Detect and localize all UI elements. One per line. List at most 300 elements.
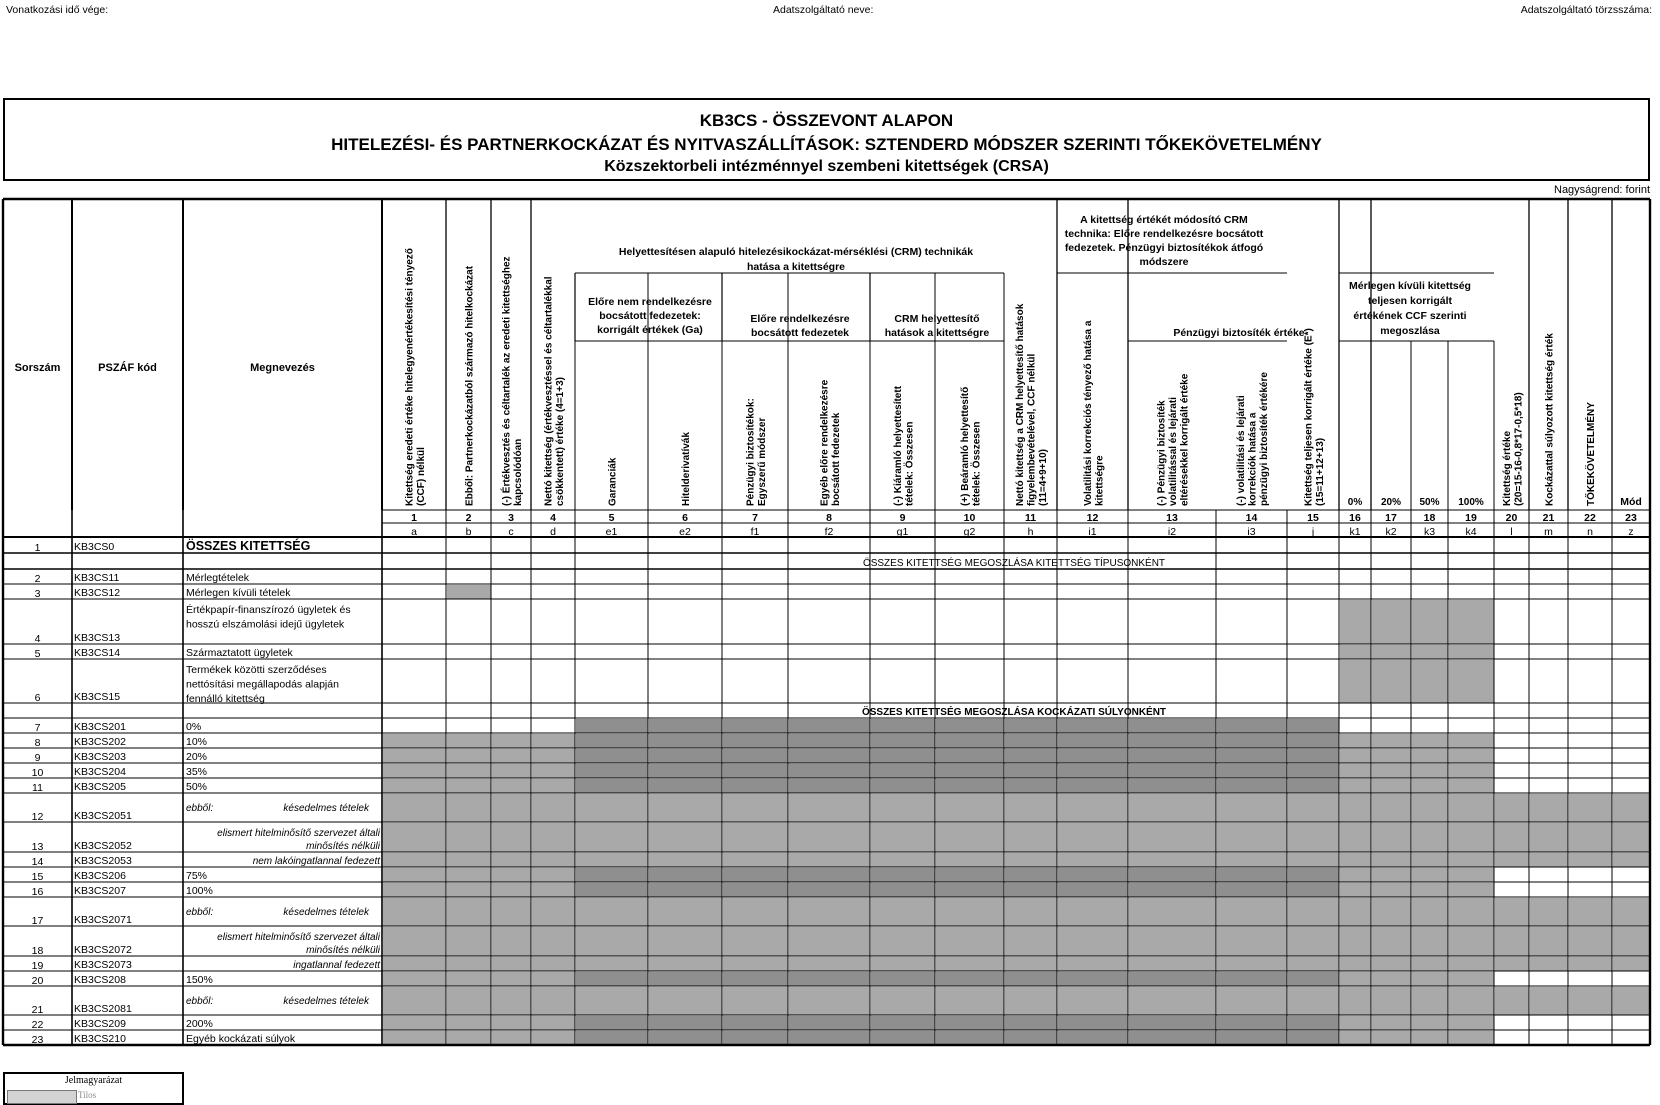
shade-cell [1340,868,1371,882]
shade-cell [1005,764,1057,778]
shade-cell [789,927,870,956]
shade-cell [1530,794,1568,822]
subgroup-ga: bocsátott fedezetek: [599,310,701,322]
shade-cell [1449,957,1494,971]
shade-cell [383,1031,446,1045]
shade-cell [789,764,870,778]
shade-cell [1217,734,1287,748]
shade-cell [1288,898,1339,926]
col-header-label: (+) Beáramló helyettesítő [959,386,971,506]
shade-cell [532,868,575,882]
shade-cell [1005,898,1057,926]
shade-cell [1340,794,1371,822]
col-number: 21 [1542,512,1555,524]
col-letter: b [465,526,472,538]
group-crm-modifying: módszere [1139,256,1189,268]
col-number: 10 [963,512,976,524]
shade-cell [1613,898,1650,926]
shade-cell [789,957,870,971]
shade-cell [1005,883,1057,897]
col-number: 8 [826,512,832,524]
shade-cell [871,883,935,897]
col-letter: m [1544,526,1553,538]
col-number: 1 [411,512,417,524]
shade-cell [1005,749,1057,763]
shade-cell [1412,779,1448,793]
col-letter: l [1510,526,1513,538]
col-header-label: bocsátott fedezetek [830,412,842,506]
col-header-label: korrekciók hatása a [1247,412,1259,506]
row-name: 200% [186,1018,213,1030]
shade-cell [1129,1016,1216,1030]
col-number: 16 [1349,512,1361,524]
shade-cell [936,898,1004,926]
row-name: 150% [186,974,213,986]
shade-cell [1412,764,1448,778]
shade-cell [1288,883,1339,897]
subgroup-funded: bocsátott fedezetek [750,327,850,339]
shade-cell [936,1031,1004,1045]
shade-cell [1129,749,1216,763]
shade-cell [1005,734,1057,748]
shade-cell [532,957,575,971]
shade-cell [1412,883,1448,897]
shade-cell [1058,927,1128,956]
shade-cell [1005,1031,1057,1045]
shade-cell [1058,883,1128,897]
col-header-label: tételek: Összesen [971,421,983,506]
col-header-label: Egyszerű módszer [756,417,768,506]
shade-cell [1058,868,1128,882]
shade-cell [871,868,935,882]
shade-cell [723,764,788,778]
report-subtitle: HITELEZÉSI- ÉS PARTNERKOCKÁZAT ÉS NYITVASZÁLLÍTÁSOK: SZTENDERD MÓDSZER SZERINTI TŐKEKÖVETELMÉNY [331,135,1322,154]
shade-cell [936,764,1004,778]
row-code: KB3CS12 [74,587,121,599]
shade-cell [1412,927,1448,956]
col-letter: k1 [1349,526,1361,538]
shade-cell [1412,957,1448,971]
shade-cell [1340,645,1371,659]
row-code: KB3CS203 [74,751,126,763]
shade-cell [871,972,935,986]
shade-cell [1129,972,1216,986]
row-name: minősítés nélküli [306,945,380,956]
shade-cell [789,779,870,793]
report-section-title: Közszektorbeli intézménnyel szembeni kitettségek (CRSA) [604,158,1049,175]
shade-cell [723,987,788,1015]
col-header-label: Kitettség értéke [1501,430,1513,506]
shade-cell [1412,734,1448,748]
col-letter: c [508,526,514,538]
shade-cell [1340,972,1371,986]
col-header-label: kapcsolódóan [512,438,524,506]
shade-cell [1058,749,1128,763]
row-name: fennálló kitettség [186,693,265,705]
row-number: 13 [31,841,44,853]
shade-cell [1340,898,1371,926]
row-number: 11 [32,782,43,794]
col-header-label: Kitettség teljesen korrigált értéke (E*) [1303,328,1315,506]
shade-cell [1288,1031,1339,1045]
shade-cell [383,987,446,1015]
shade-cell [1058,898,1128,926]
row-name: késedelmes tételek [283,907,369,918]
shade-cell [492,927,531,956]
shade-cell [1449,823,1494,852]
shade-cell [1129,734,1216,748]
shade-cell [1005,987,1057,1015]
col-letter: i3 [1247,526,1256,538]
shade-cell [383,972,446,986]
shade-cell [1340,1016,1371,1030]
shade-cell [1449,764,1494,778]
report-title: KB3CS - ÖSSZEVONT ALAPON [699,111,954,130]
shade-cell [1340,957,1371,971]
shade-cell [871,1031,935,1045]
row-name: Származtatott ügyletek [186,647,293,659]
shade-cell [576,883,648,897]
shade-cell [1340,764,1371,778]
shade-cell [936,794,1004,822]
shade-cell [1129,957,1216,971]
row-name: elismert hitelminősítő szervezet általi [217,828,380,839]
shade-cell [649,972,722,986]
shade-cell [576,987,648,1015]
col-header-label: tételek: Összesen [904,421,916,506]
row-name: ebből: [186,907,214,918]
col-header-label: Ebből: Partnerkockázatból származó hitelkockázat [464,265,476,506]
group-offbalance: Mérlegen kívüli kitettség [1349,280,1471,292]
shade-cell [1530,927,1568,956]
shade-cell [532,749,575,763]
shade-cell [649,987,722,1015]
shade-cell [649,794,722,822]
shade-cell [383,927,446,956]
row-number: 6 [34,692,41,704]
shade-cell [1412,600,1448,644]
row-number: 2 [34,573,41,585]
shade-cell [1217,868,1287,882]
shade-cell [1340,1031,1371,1045]
row-number: 1 [34,542,41,554]
col-letter: n [1587,526,1593,538]
shade-cell [447,1016,491,1030]
legend-box [3,1072,184,1105]
col-header-ccf: 50% [1419,497,1440,508]
legend-swatch [7,1090,77,1104]
col-header-label: eltérésekkel korrigált értéke [1179,373,1191,506]
shade-cell [492,1016,531,1030]
shade-cell [383,764,446,778]
shade-cell [871,794,935,822]
row-code: KB3CS206 [74,870,126,882]
shade-cell [1449,1016,1494,1030]
row-name: Termékek közötti szerződéses [186,664,327,676]
shade-cell [1288,972,1339,986]
shade-cell [1217,972,1287,986]
col-number: 3 [508,512,514,524]
shade-cell [576,764,648,778]
shade-cell [576,719,648,733]
shade-cell [1372,1016,1411,1030]
shade-cell [1449,794,1494,822]
subgroup-crm-effects: hatások a kitettségre [884,327,990,339]
shade-cell [576,957,648,971]
shade-cell [576,749,648,763]
shade-cell [723,972,788,986]
shade-cell [492,1031,531,1045]
shade-cell [1372,823,1411,852]
shade-cell [1495,987,1529,1015]
shade-cell [871,987,935,1015]
subgroup-ga: korrigált értékek (Ga) [597,324,703,336]
row-code: KB3CS204 [74,766,126,778]
shade-cell [1412,987,1448,1015]
shade-cell [1412,853,1448,867]
shade-cell [1372,794,1411,822]
shade-cell [649,823,722,852]
shade-cell [723,749,788,763]
provider-name-label: Adatszolgáltató neve: [773,4,874,16]
shade-cell [576,853,648,867]
col-number: 12 [1086,512,1099,524]
shade-cell [649,1031,722,1045]
shade-cell [1412,823,1448,852]
shade-cell [936,853,1004,867]
subgroup-ga: Előre nem rendelkezésre [588,296,712,308]
shade-cell [1288,868,1339,882]
shade-cell [1340,853,1371,867]
shade-cell [1495,898,1529,926]
shade-cell [789,823,870,852]
row-name: ebből: [186,996,214,1007]
shade-cell [1129,823,1216,852]
shade-cell [447,972,491,986]
shade-cell [1288,719,1339,733]
shade-cell [1217,794,1287,822]
col-letter: z [1628,526,1634,538]
shade-cell [936,734,1004,748]
shade-cell [1129,868,1216,882]
shade-cell [1288,853,1339,867]
shade-cell [1372,898,1411,926]
shade-cell [789,883,870,897]
shade-cell [1217,764,1287,778]
shade-cell [789,987,870,1015]
row-name: hosszú elszámolási idejű ügyletek [186,618,345,631]
row-number: 23 [31,1034,44,1046]
shade-cell [447,957,491,971]
shade-cell [1449,645,1494,659]
section-header: ÖSSZES KITETTSÉG MEGOSZLÁSA KITETTSÉG TÍPUSONKÉNT [862,558,1166,569]
shade-cell [936,868,1004,882]
row-name: 35% [186,766,208,778]
shade-cell [1129,764,1216,778]
shade-cell [1058,779,1128,793]
shade-cell [789,853,870,867]
row-name: 75% [186,870,208,882]
shade-cell [1412,645,1448,659]
col-header-label: volatilitással és lejárati [1168,397,1179,506]
group-crm-modifying: fedezetek. Pénzügyi biztosítékok átfogó [1064,242,1264,254]
shade-cell [1058,734,1128,748]
shade-cell [1569,927,1612,956]
row-code: KB3CS2071 [74,914,132,926]
shade-cell [1217,898,1287,926]
row-number: 8 [34,737,41,749]
row-number: 14 [31,856,44,868]
shade-cell [649,957,722,971]
col-number: 5 [608,512,615,524]
col-letter: g2 [963,526,976,538]
shade-cell [1217,987,1287,1015]
row-name: késedelmes tételek [283,996,369,1007]
shade-cell [447,987,491,1015]
shade-cell [1129,779,1216,793]
shade-cell [1217,957,1287,971]
col-letter: j [1311,526,1315,538]
group-crm-modifying: technika: Előre rendelkezésre bocsátott [1064,228,1264,240]
shade-cell [1372,764,1411,778]
shade-cell [492,868,531,882]
shade-cell [723,927,788,956]
shade-cell [532,987,575,1015]
row-code: KB3CS207 [74,885,126,897]
shade-cell [1058,972,1128,986]
row-number: 3 [34,588,41,600]
col-header-label: TŐKEKÖVETELMÉNY [1586,402,1597,506]
col-number: 15 [1307,512,1319,524]
row-name: ingatlannal fedezett [293,960,380,971]
shade-cell [532,853,575,867]
shade-cell [532,883,575,897]
shade-cell [1372,734,1411,748]
shade-cell [492,957,531,971]
row-name: 0% [186,721,202,733]
shade-cell [1005,853,1057,867]
shade-cell [1449,972,1494,986]
row-code: KB3CS2072 [74,944,132,956]
shade-cell [492,823,531,852]
shade-cell [1005,868,1057,882]
shade-cell [532,794,575,822]
shade-cell [1340,823,1371,852]
shade-cell [1449,927,1494,956]
shade-cell [1530,987,1568,1015]
shade-cell [532,927,575,956]
shade-cell [1412,1031,1448,1045]
shade-cell [1613,987,1650,1015]
shade-cell [649,719,722,733]
shade-cell [789,1031,870,1045]
row-code: KB3CS13 [74,632,121,644]
col-header-label: (15=11+12+13) [1314,437,1326,506]
col-header-label: pénzügyi biztosíték értékére [1259,372,1270,506]
row-name: minősítés nélküli [306,841,380,852]
shade-cell [1129,987,1216,1015]
shade-cell [492,794,531,822]
col-header-label: Hitelderivatívák [681,432,692,506]
row-number: 18 [31,945,44,957]
shade-cell [1569,957,1612,971]
shade-cell [1495,794,1529,822]
shade-cell [1569,823,1612,852]
group-crm-modifying: A kitettség értékét módosító CRM [1080,214,1248,226]
shade-cell [1288,987,1339,1015]
row-name: 10% [186,736,208,748]
shade-cell [1449,987,1494,1015]
shade-cell [723,957,788,971]
header-sorszam: Sorszám [14,362,61,374]
row-code: KB3CS2081 [74,1003,132,1015]
shade-cell [936,749,1004,763]
row-name: késedelmes tételek [283,803,369,814]
shade-cell [447,779,491,793]
col-number: 22 [1584,512,1596,524]
shade-cell [1288,734,1339,748]
row-number: 10 [31,767,44,779]
col-letter: h [1027,526,1034,538]
shade-cell [492,972,531,986]
group-offbalance: értékének CCF szerinti [1353,310,1467,322]
row-name: elismert hitelminősítő szervezet általi [217,932,380,943]
shade-cell [1372,660,1411,703]
row-number: 5 [34,648,41,660]
shade-cell [1412,972,1448,986]
row-number: 16 [31,886,44,898]
row-code: KB3CS205 [74,781,126,793]
col-header-mod: Mód [1620,496,1642,508]
shade-cell [1340,660,1371,703]
shade-cell [492,898,531,926]
shade-cell [1288,957,1339,971]
shade-cell [1217,719,1287,733]
shade-cell [1372,883,1411,897]
row-code: KB3CS2051 [74,810,132,822]
legend-title: Jelmagyarázat [64,1075,123,1086]
shade-cell [1412,660,1448,703]
shade-cell [1058,1031,1128,1045]
col-letter: f2 [824,526,834,538]
shade-cell [1005,957,1057,971]
shade-cell [1217,883,1287,897]
shade-cell [1372,868,1411,882]
shade-cell [871,853,935,867]
row-name: Értékpapír-finanszírozó ügyletek és [186,604,351,616]
shade-cell [447,883,491,897]
shade-cell [1288,1016,1339,1030]
shade-cell [1372,853,1411,867]
shade-cell [532,1016,575,1030]
shade-cell [492,883,531,897]
shade-cell [1005,823,1057,852]
col-header-label: (-) Értékvesztés és céltartalék az eredeti kitettséghez [501,256,513,506]
shade-cell [1372,749,1411,763]
row-code: KB3CS0 [74,541,115,553]
shade-cell [576,972,648,986]
shade-cell [576,1016,648,1030]
col-number: 23 [1625,512,1637,524]
col-letter: d [550,526,556,538]
shade-cell [649,883,722,897]
shade-cell [1129,1031,1216,1045]
shade-cell [1217,853,1287,867]
shade-cell [1449,600,1494,644]
shade-cell [492,987,531,1015]
shade-cell [1288,779,1339,793]
shade-cell [936,972,1004,986]
